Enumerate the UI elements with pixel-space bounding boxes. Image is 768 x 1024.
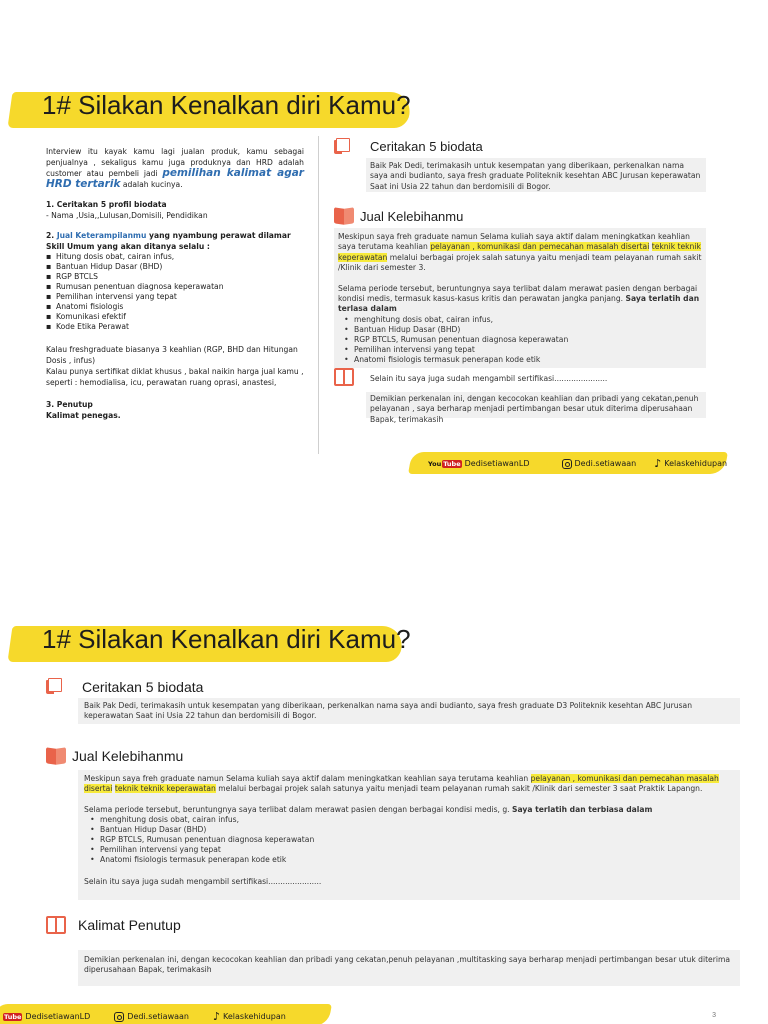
tiktok-link[interactable]: [213, 1010, 286, 1023]
jual-highlight-2: teknik teknik keperawatan: [114, 784, 216, 794]
point-2-accent: Jual Keterampilanmu: [56, 231, 147, 240]
intro-highlight: pemilihan kalimat agar HRD tertarik: [46, 167, 304, 190]
point-3-title: 3. Penutup: [46, 400, 93, 409]
slide-1-title: 1# Silakan Kenalkan diri Kamu?: [42, 90, 411, 120]
biodata-title: Ceritakan 5 biodata: [370, 139, 483, 154]
open-book-icon: [46, 748, 66, 764]
tiktok-handle: Kelaskehidupan: [664, 459, 728, 468]
instagram-handle: Dedi.setiawaan: [127, 1012, 189, 1021]
jual-box: [334, 228, 706, 368]
fresh-paragraph-2: Kalau punya sertifikat diklat khusus , bakal naikin harga jual kamu , seperti : hemodialisa, icu, perawatan ruang oprasi, anastesi,: [46, 367, 304, 387]
jual-text: Meskipun saya freh graduate namun Selama kuliah saya aktif dalam meningkatkan keahlian saya terutama keahlian: [338, 232, 690, 252]
youtube-icon: Tube: [4, 1012, 22, 1021]
jual-box: [78, 770, 740, 900]
open-book-icon: [334, 208, 354, 224]
jual-paragraph-1: [338, 232, 702, 274]
point-1-sub: - Nama ,Usia,,Lulusan,Domisili, Pendidikan: [46, 211, 208, 220]
biodata-box: Baik Pak Dedi, terimakasih untuk kesempatan yang diberikaan, perkenalkan nama saya andi budianto, saya fresh graduate D3 Politeknik kesehtan ABC Jurusan keperawatan Saat ini Usia 22 tahun dan berdomisili di Bogor.: [78, 698, 740, 724]
slide-1-title-banner: [10, 84, 410, 136]
intro-paragraph: [46, 146, 304, 190]
slide-1: [0, 64, 768, 504]
jual-paragraph-2: [338, 284, 702, 315]
jual-heading: [46, 748, 183, 764]
list-item: • menghitung dosis obat, cairan infus,: [344, 315, 702, 325]
list-item: • Pemilihan intervensi yang tepat: [90, 845, 734, 855]
social-footer: [2, 1010, 286, 1023]
biodata-box: Baik Pak Dedi, terimakasih untuk kesempatan yang diberikaan, perkenalkan nama saya andi budianto, saya fresh graduate Politeknik kesehtan ABC Jurusan keperawatan Saat ini Usia 22 tahun dan berdomisili di Bogor.: [366, 158, 706, 192]
jual-text-end: melalui berbagai projek salah satunya yaitu menjadi team pelayanan rumah sakit /Klinik dari semester 3 saat Praktik Lapangn.: [215, 784, 703, 794]
jual-title: Jual Kelebihanmu: [72, 748, 184, 764]
sertifikat-text: Selain itu saya juga sudah mengambil sertifikasi......................: [84, 877, 322, 887]
jual-paragraph-2: [84, 805, 734, 815]
list-item: • menghitung dosis obat, cairan infus,: [90, 815, 734, 825]
book-icon: [334, 138, 352, 155]
list-item: • RGP BTCLS, Rumusan penentuan diagnosa keperawatan: [344, 335, 702, 345]
jual-p2-bold: Saya terlatih dan terlasa dalam: [338, 294, 700, 314]
slide-2-title-banner: [10, 618, 411, 670]
instagram-link[interactable]: [114, 1012, 189, 1022]
list-item: ▪ Hitung dosis obat, cairan infus,: [46, 252, 304, 262]
jual-heading: [334, 208, 463, 224]
penutup-box: Demikian perkenalan ini, dengan kecocokan keahlian dan pribadi yang cekatan,penuh pelayanan , saya berharap menjadi pertimbangan besar utuk diterima diperusahaan Bapak, terimakasih: [366, 392, 706, 418]
list-item: • Pemilihan intervensi yang tepat: [344, 345, 702, 355]
youtube-handle: DedisetiawanLD: [25, 1012, 91, 1021]
point-2-title: [46, 230, 304, 241]
tiktok-icon: ♪: [213, 1010, 221, 1023]
slide-2: [0, 598, 768, 1024]
biodata-title: Ceritakan 5 biodata: [82, 678, 204, 695]
jual-p2-bold: Saya terlatih dan terbiasa dalam: [512, 804, 653, 814]
list-item: ▪ Anatomi fisiologis: [46, 302, 304, 312]
biodata-heading: [46, 678, 203, 695]
youtube-handle: DedisetiawanLD: [464, 459, 530, 468]
instagram-icon: [114, 1012, 124, 1022]
book-icon: [46, 678, 64, 695]
jual-text: Meskipun saya freh graduate namun Selama kuliah saya aktif dalam meningkatkan keahlian saya terutama keahlian: [84, 774, 531, 783]
youtube-icon: You Tube: [428, 459, 461, 468]
instagram-link[interactable]: [562, 459, 637, 469]
open-book-icon: [334, 368, 354, 386]
list-item: ▪ RGP BTCLS: [46, 272, 304, 282]
page-number: 3: [712, 1012, 716, 1019]
list-item: ▪ Rumusan penentuan diagnosa keperawatan: [46, 282, 304, 292]
tiktok-link[interactable]: [654, 457, 727, 470]
point-2-rest: yang nyambung perawat dilamar: [146, 231, 291, 240]
instagram-icon: [562, 459, 572, 469]
intro-text: Interview itu kayak kamu lagi jualan produk, kamu sebagai penjualnya , sekaligus kamu juga produknya dan HRD adalah customer atau pembeli jadi: [46, 147, 304, 178]
list-item: ▪ Bantuan Hidup Dasar (BHD): [46, 262, 304, 272]
list-item: • Bantuan Hidup Dasar (BHD): [90, 825, 734, 835]
biodata-heading: [334, 138, 483, 155]
jual-p2-text: Selama periode tersebut, beruntungnya saya terlibat dalam merawat pasien dengan berbagai kondisi medis, g.: [84, 804, 513, 814]
point-2-number: 2.: [46, 231, 57, 240]
social-footer: [428, 457, 727, 470]
list-item: ▪ Pemilihan intervensi yang tepat: [46, 292, 304, 302]
jual-p2-text: Selama periode tersebut, beruntungnya saya terlibat dalam merawat pasien dengan berbagai kondisi medis, termasuk kasus-kasus kritis dan perawatan jangka panjang.: [338, 283, 698, 304]
jual-highlight-1: pelayanan , komunikasi dan pemecahan masalah disertai: [430, 242, 650, 252]
slide-2-title: 1# Silakan Kenalkan diri Kamu?: [42, 624, 411, 654]
jual-paragraph-1: [84, 774, 734, 795]
jual-highlight-2: teknik teknik keperawatan: [338, 242, 701, 262]
open-book-icon: [46, 916, 66, 934]
youtube-link[interactable]: [2, 1012, 90, 1021]
tips-column: [46, 146, 304, 421]
tiktok-handle: Kelaskehidupan: [223, 1012, 286, 1021]
sertifikat-text: Selain itu saya juga sudah mengambil sertifikasi......................: [370, 374, 608, 383]
point-1-title: 1. Ceritakan 5 profil biodata: [46, 200, 167, 209]
youtube-link[interactable]: [428, 459, 530, 468]
jual-text-end: melalui berbagai projek salah satunya yaitu menjadi team pelayanan rumah sakit /Klinik dari semester 3.: [338, 252, 702, 273]
point-3-sub: Kalimat penegas.: [46, 411, 121, 420]
list-item: ▪ Komunikasi efektif: [46, 312, 304, 322]
instagram-handle: Dedi.setiawaan: [574, 459, 637, 468]
intro-text-end: adalah kucinya.: [120, 180, 183, 189]
list-item: • Bantuan Hidup Dasar (BHD): [344, 325, 702, 335]
jual-highlight-1: pelayanan , komunikasi dan pemecahan masalah disertai: [84, 774, 719, 794]
skills-list: [90, 815, 734, 865]
penutup-box: Demikian perkenalan ini, dengan kecocokan keahlian dan pribadi yang cekatan,penuh pelayanan ,multitasking saya berharap menjadi pertimbangan besar utuk diterima diperusahaan Bapak, terimakasih: [78, 950, 740, 986]
fresh-paragraph-1: Kalau freshgraduate biasanya 3 keahlian (RGP, BHD dan Hitungan Dosis , infus): [46, 345, 298, 365]
right-skills-list: [344, 315, 702, 365]
jual-title: Jual Kelebihanmu: [360, 208, 464, 224]
penutup-title: Kalimat Penutup: [78, 917, 181, 933]
skills-list: [46, 252, 304, 332]
list-item: • RGP BTCLS, Rumusan penentuan diagnosa keperawatan: [90, 835, 734, 845]
list-item: ▪ Kode Etika Perawat: [46, 322, 304, 332]
point-2-sub: Skill Umum yang akan ditanya selalu :: [46, 242, 210, 251]
list-item: • Anatomi fisiologis termasuk penerapan kode etik: [344, 355, 702, 365]
list-item: • Anatomi fisiologis termasuk penerapan kode etik: [90, 855, 734, 865]
penutup-heading: [46, 916, 181, 934]
column-divider: [318, 136, 319, 454]
tiktok-icon: ♪: [654, 457, 662, 470]
